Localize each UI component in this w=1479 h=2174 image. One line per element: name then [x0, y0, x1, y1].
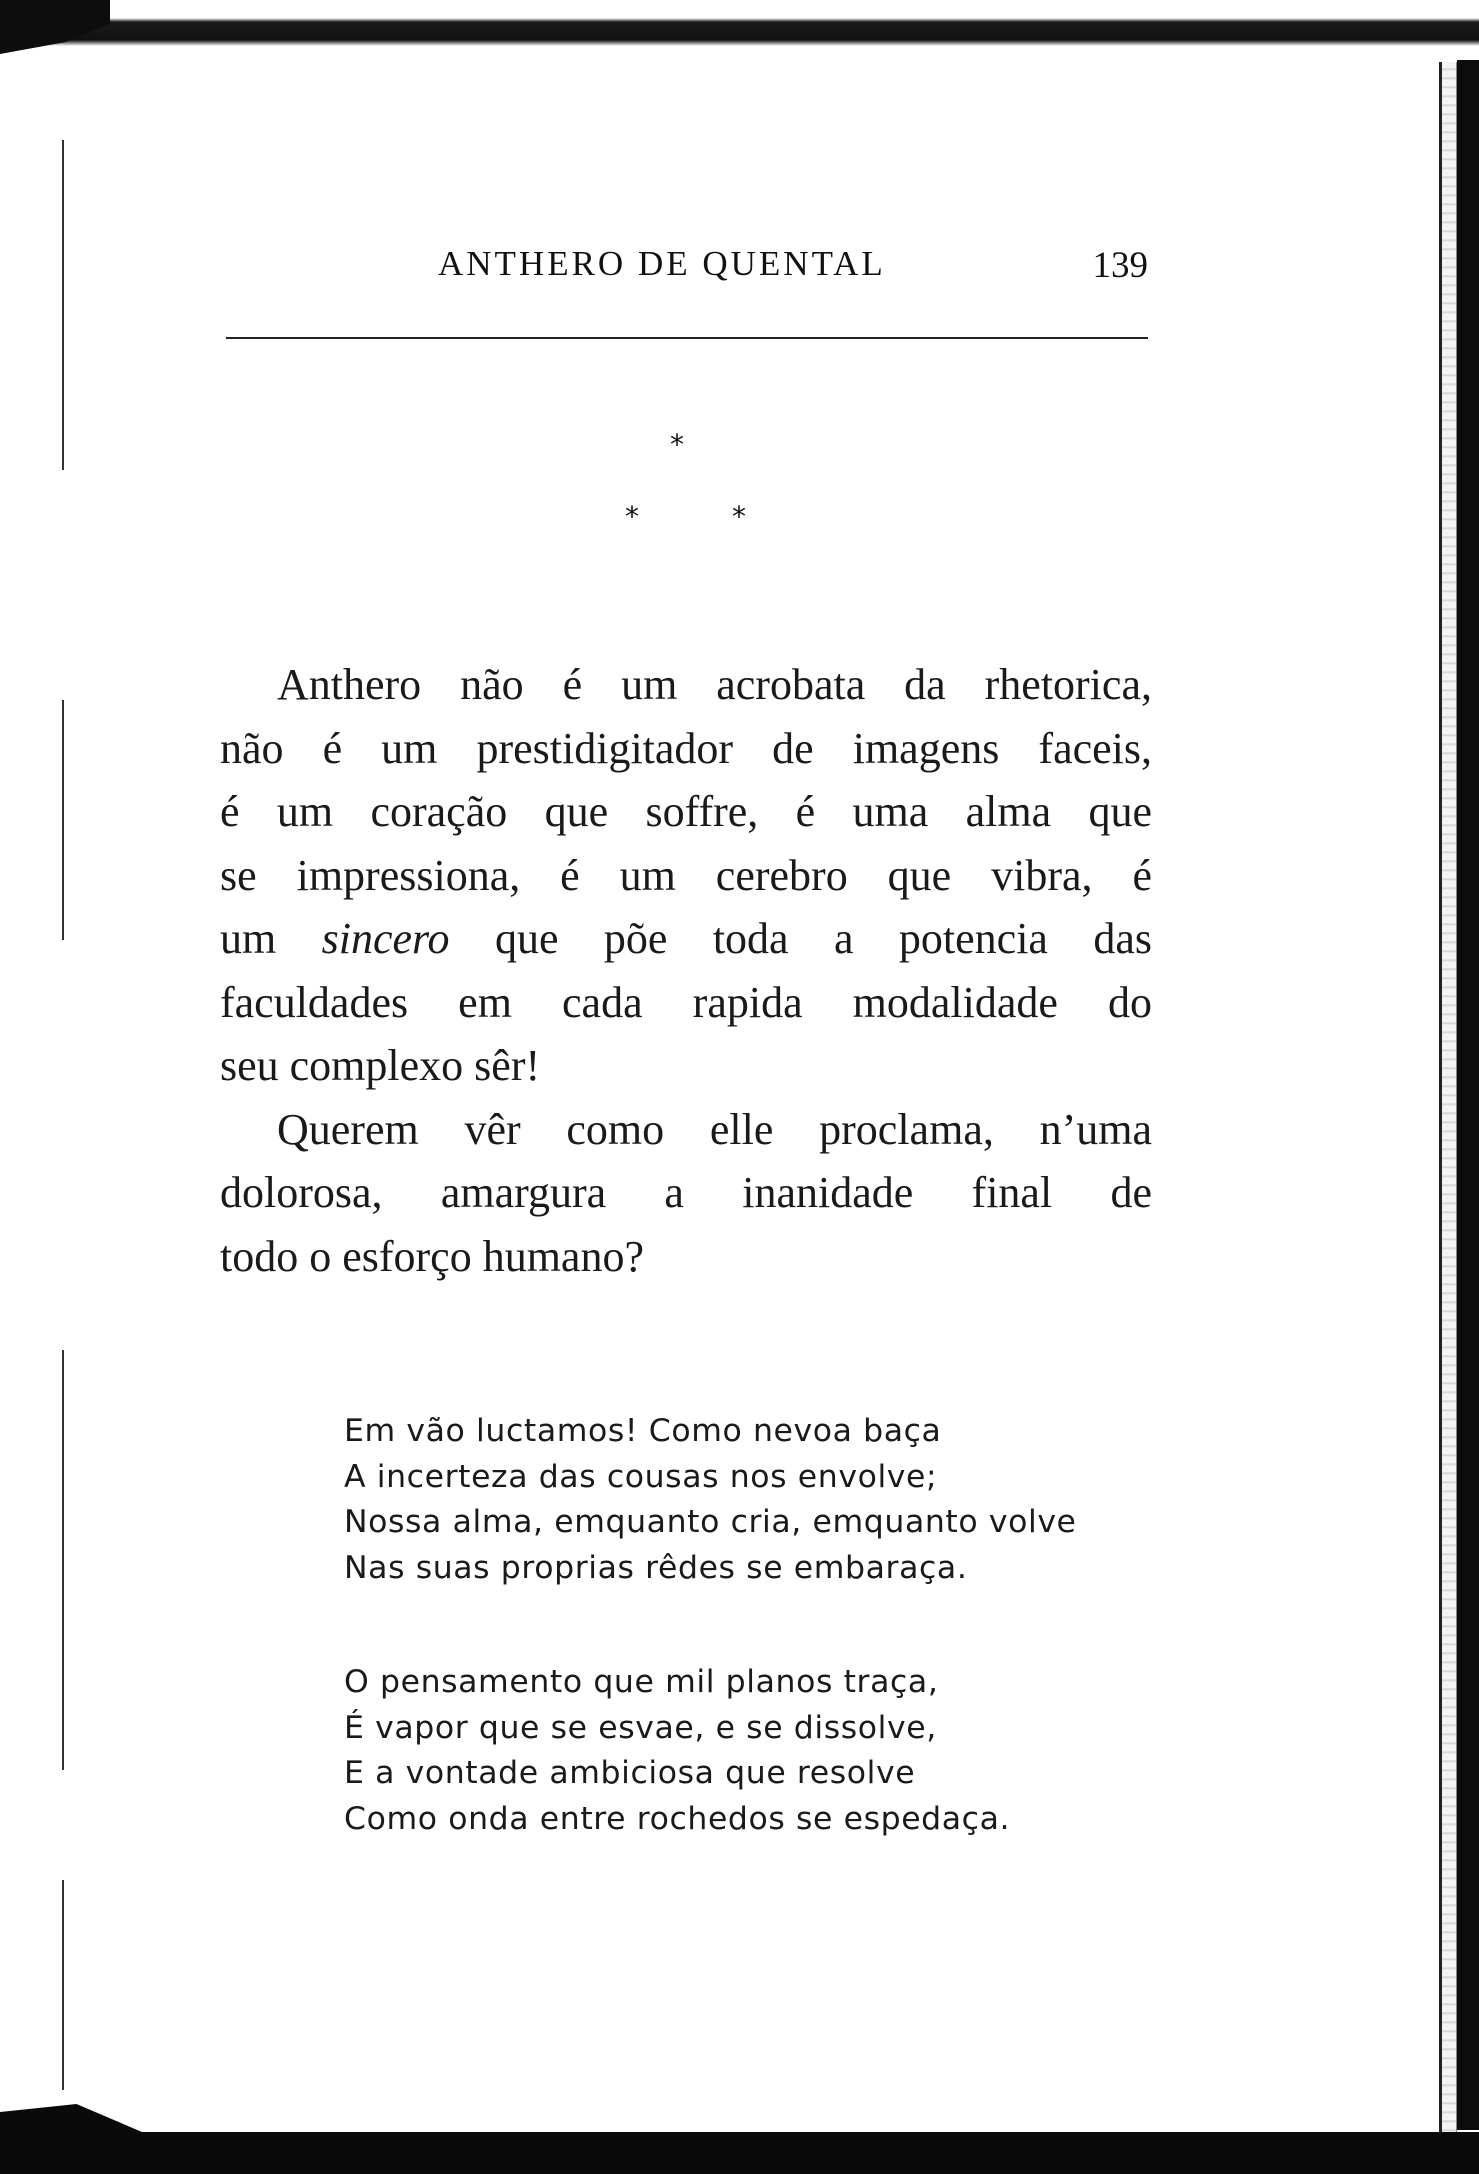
scan-bottom-edge — [0, 2132, 1479, 2174]
page-number: 139 — [1092, 245, 1148, 286]
scan-left-mark — [62, 1350, 64, 1770]
poem-stanza-2 — [344, 1660, 1164, 1842]
header-rule — [226, 337, 1148, 339]
text-line: se impressiona, é um cerebro que vibra, é — [220, 850, 1152, 900]
text-line: faculdades em cada rapida modalidade do — [220, 977, 1152, 1027]
asterism-star: * — [625, 500, 639, 533]
verse-line: É vapor que se esvae, e se dissolve, — [344, 1709, 937, 1746]
text-line — [220, 907, 1152, 971]
body-text — [220, 653, 1152, 1288]
verse-line: Nossa alma, emquanto cria, emquanto volve — [344, 1504, 1077, 1540]
running-title: ANTHERO DE QUENTAL — [438, 244, 886, 283]
page-header — [218, 244, 1148, 294]
asterism-separator — [600, 428, 760, 533]
paragraph-1 — [220, 653, 1152, 1098]
text-line: Querem vêr como elle proclama, n’uma — [277, 1104, 1152, 1154]
italic-word: sincero — [321, 914, 450, 963]
scan-left-mark — [62, 1880, 64, 2090]
text-line: dolorosa, amargura a inanidade final de — [220, 1168, 1152, 1217]
verse-line: Como onda entre rochedos se espedaça. — [344, 1800, 1011, 1837]
scan-left-mark — [62, 140, 64, 470]
text-line: Anthero não é um acrobata da rhetorica, — [277, 660, 1152, 709]
scan-left-mark — [62, 700, 64, 940]
paragraph-2 — [220, 1098, 1152, 1289]
asterism-star: * — [732, 500, 746, 533]
scan-right-edge — [1457, 60, 1479, 2130]
verse-line: O pensamento que mil planos traça, — [344, 1664, 939, 1700]
text-fragment: um — [220, 914, 277, 963]
verse-line: E a vontade ambiciosa que resolve — [344, 1755, 916, 1791]
verse-line: A incerteza das cousas nos envolve; — [344, 1458, 938, 1495]
asterism-star: * — [670, 428, 684, 461]
verse-line: Nas suas proprias rêdes se embaraça. — [344, 1549, 968, 1586]
text-line: seu complexo sêr! — [220, 1041, 541, 1090]
text-line: não é um prestidigitador de imagens faceis, — [220, 723, 1152, 773]
text-line: todo o esforço humano? — [220, 1231, 644, 1281]
verse-line: Em vão luctamos! Como nevoa baça — [344, 1413, 942, 1449]
text-line: é um coração que soffre, é uma alma que — [220, 787, 1152, 836]
scan-book-gutter — [1439, 62, 1457, 2132]
text-fragment: que põe toda a potencia das — [494, 914, 1153, 963]
scan-top-edge — [0, 0, 1479, 56]
poem-stanza-1 — [344, 1409, 1164, 1591]
